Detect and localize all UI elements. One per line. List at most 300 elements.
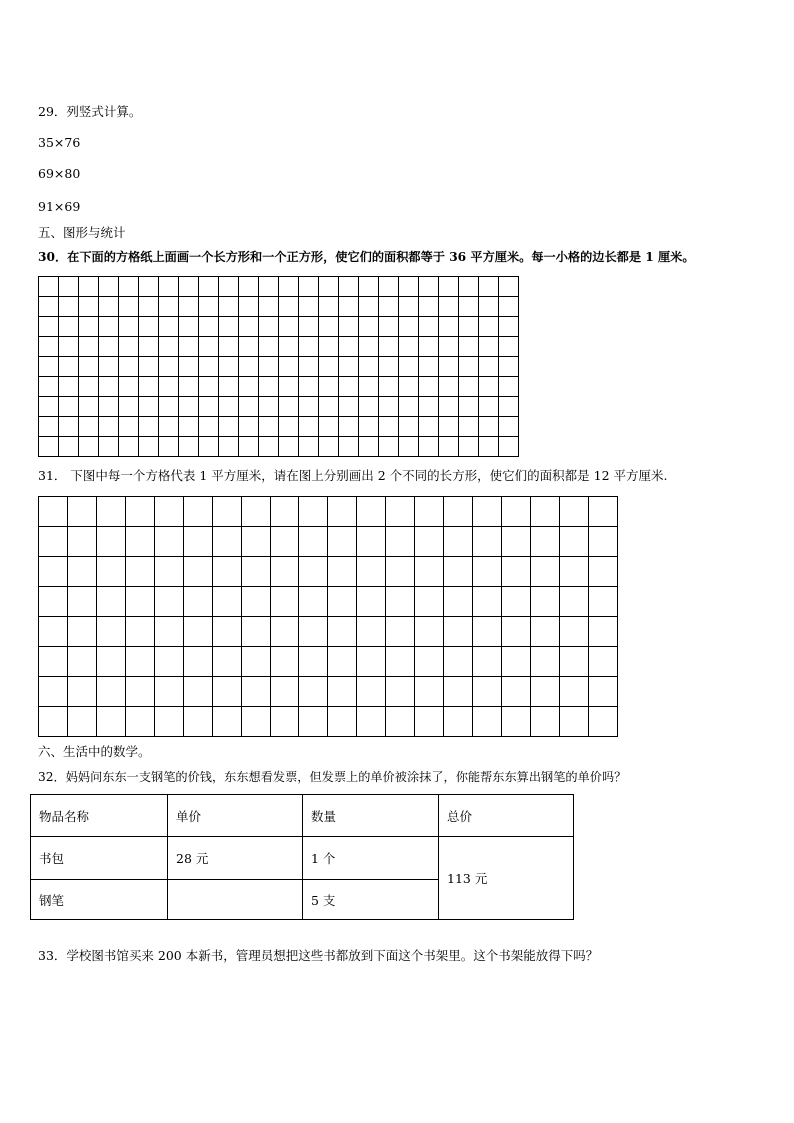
- grid-cell: [530, 587, 559, 617]
- grid-cell: [154, 677, 183, 707]
- grid-cell: [473, 557, 502, 587]
- grid-row: [39, 647, 618, 677]
- grid-cell: [399, 397, 419, 417]
- grid-cell: [183, 497, 212, 527]
- grid-cell: [473, 497, 502, 527]
- grid-cell: [99, 437, 119, 457]
- grid-cell: [79, 377, 99, 397]
- grid-cell: [259, 397, 279, 417]
- grid-cell: [299, 337, 319, 357]
- grid-cell: [239, 397, 259, 417]
- grid-cell: [119, 377, 139, 397]
- grid-cell: [339, 297, 359, 317]
- grid-cell: [439, 337, 459, 357]
- grid-cell: [299, 417, 319, 437]
- grid-cell: [79, 317, 99, 337]
- grid-cell: [159, 297, 179, 317]
- cell-bag-price: 28 元: [168, 837, 303, 880]
- grid-cell: [270, 617, 299, 647]
- grid-cell: [79, 277, 99, 297]
- grid-cell: [239, 377, 259, 397]
- grid-cell: [588, 617, 617, 647]
- grid-cell: [299, 297, 319, 317]
- grid-cell: [212, 587, 241, 617]
- grid-cell: [357, 707, 386, 737]
- grid-row: [39, 397, 519, 417]
- grid-cell: [125, 617, 154, 647]
- grid-cell: [259, 297, 279, 317]
- grid-cell: [419, 397, 439, 417]
- grid-cell: [386, 527, 415, 557]
- grid-row: [39, 357, 519, 377]
- grid-cell: [96, 617, 125, 647]
- grid-cell: [399, 377, 419, 397]
- grid-cell: [419, 437, 439, 457]
- grid-cell: [59, 437, 79, 457]
- grid-row: [39, 437, 519, 457]
- grid-cell: [588, 707, 617, 737]
- grid-cell: [439, 317, 459, 337]
- grid-cell: [139, 397, 159, 417]
- grid-cell: [79, 357, 99, 377]
- grid-row: [39, 617, 618, 647]
- grid-cell: [119, 397, 139, 417]
- grid-cell: [125, 527, 154, 557]
- grid-cell: [419, 277, 439, 297]
- grid-cell: [270, 587, 299, 617]
- grid-cell: [67, 527, 96, 557]
- grid-cell: [154, 617, 183, 647]
- grid-cell: [359, 357, 379, 377]
- grid-cell: [241, 707, 270, 737]
- grid-cell: [439, 377, 459, 397]
- grid-cell: [415, 557, 444, 587]
- q30-text: 30．在下面的方格纸上面画一个长方形和一个正方形，使它们的面积都等于 36 平方厘米。每一小格的边长都是 1 厘米。: [38, 250, 695, 264]
- grid-cell: [499, 277, 519, 297]
- section6-title: 六、生活中的数学。: [38, 744, 151, 759]
- grid-cell: [241, 647, 270, 677]
- grid-cell: [319, 437, 339, 457]
- grid-cell: [39, 557, 68, 587]
- grid-cell: [415, 647, 444, 677]
- grid-cell: [444, 497, 473, 527]
- grid-cell: [219, 357, 239, 377]
- grid-cell: [179, 417, 199, 437]
- grid-cell: [125, 677, 154, 707]
- grid-cell: [219, 317, 239, 337]
- grid-cell: [415, 677, 444, 707]
- grid-cell: [357, 647, 386, 677]
- grid-cell: [79, 297, 99, 317]
- grid-cell: [179, 397, 199, 417]
- grid-cell: [386, 617, 415, 647]
- grid-cell: [39, 647, 68, 677]
- grid-cell: [67, 557, 96, 587]
- grid-cell: [259, 377, 279, 397]
- grid-cell: [559, 647, 588, 677]
- grid-cell: [479, 377, 499, 397]
- grid-cell: [473, 617, 502, 647]
- grid-cell: [67, 587, 96, 617]
- grid-cell: [559, 497, 588, 527]
- grid-cell: [379, 397, 399, 417]
- grid-cell: [96, 587, 125, 617]
- grid-cell: [399, 317, 419, 337]
- grid-cell: [179, 277, 199, 297]
- grid-cell: [339, 317, 359, 337]
- grid-cell: [219, 337, 239, 357]
- grid-cell: [339, 337, 359, 357]
- grid-cell: [379, 317, 399, 337]
- grid-cell: [119, 277, 139, 297]
- grid-cell: [299, 617, 328, 647]
- grid-cell: [139, 357, 159, 377]
- grid-cell: [299, 397, 319, 417]
- grid-cell: [502, 527, 531, 557]
- grid-cell: [279, 297, 299, 317]
- grid-cell: [212, 647, 241, 677]
- grid-cell: [67, 707, 96, 737]
- grid-cell: [473, 707, 502, 737]
- grid-cell: [239, 277, 259, 297]
- grid-cell: [59, 337, 79, 357]
- grid-cell: [359, 417, 379, 437]
- grid-cell: [319, 297, 339, 317]
- grid-cell: [259, 357, 279, 377]
- price-table: [30, 794, 574, 920]
- grid-cell: [319, 277, 339, 297]
- grid-cell: [139, 437, 159, 457]
- grid-cell: [386, 677, 415, 707]
- grid-cell: [359, 437, 379, 457]
- grid-cell: [119, 357, 139, 377]
- grid-cell: [415, 497, 444, 527]
- grid-row: [39, 297, 519, 317]
- grid-cell: [559, 557, 588, 587]
- grid-cell: [219, 277, 239, 297]
- grid-cell: [139, 317, 159, 337]
- grid-cell: [239, 437, 259, 457]
- grid-cell: [67, 497, 96, 527]
- grid-cell: [299, 647, 328, 677]
- grid-cell: [154, 527, 183, 557]
- grid-cell: [279, 397, 299, 417]
- grid-cell: [259, 317, 279, 337]
- grid-cell: [199, 397, 219, 417]
- grid-cell: [199, 417, 219, 437]
- grid-cell: [444, 647, 473, 677]
- grid-cell: [379, 417, 399, 437]
- grid-cell: [479, 437, 499, 457]
- grid-cell: [179, 337, 199, 357]
- grid-cell: [299, 377, 319, 397]
- grid-cell: [419, 417, 439, 437]
- grid-cell: [59, 417, 79, 437]
- grid-cell: [588, 647, 617, 677]
- table-header-row: [31, 795, 574, 837]
- grid-cell: [119, 337, 139, 357]
- grid-cell: [159, 377, 179, 397]
- grid-cell: [125, 647, 154, 677]
- grid-cell: [386, 557, 415, 587]
- grid-cell: [339, 417, 359, 437]
- grid-cell: [199, 357, 219, 377]
- grid-cell: [259, 277, 279, 297]
- grid-cell: [319, 377, 339, 397]
- grid-cell: [279, 357, 299, 377]
- q32-text: 32．妈妈问东东一支钢笔的价钱，东东想看发票，但发票上的单价被涂抹了，你能帮东东算出钢笔的单价吗？: [38, 770, 627, 784]
- grid-cell: [588, 587, 617, 617]
- grid-cell: [444, 587, 473, 617]
- grid-row: [39, 527, 618, 557]
- grid-cell: [386, 497, 415, 527]
- grid-cell: [339, 437, 359, 457]
- grid-cell: [499, 397, 519, 417]
- grid-cell: [479, 417, 499, 437]
- grid-cell: [39, 587, 68, 617]
- grid-cell: [179, 317, 199, 337]
- grid-cell: [239, 357, 259, 377]
- grid-cell: [67, 647, 96, 677]
- grid-cell: [219, 417, 239, 437]
- grid-cell: [279, 377, 299, 397]
- grid-cell: [67, 617, 96, 647]
- grid-cell: [359, 297, 379, 317]
- grid-cell: [328, 707, 357, 737]
- grid-cell: [279, 417, 299, 437]
- grid-cell: [359, 337, 379, 357]
- grid-cell: [502, 587, 531, 617]
- grid-cell: [499, 437, 519, 457]
- grid-cell: [159, 397, 179, 417]
- grid-row: [39, 337, 519, 357]
- grid-cell: [502, 617, 531, 647]
- grid-cell: [379, 437, 399, 457]
- grid-cell: [154, 587, 183, 617]
- grid-cell: [415, 587, 444, 617]
- grid-cell: [219, 437, 239, 457]
- grid-cell: [339, 277, 359, 297]
- grid-cell: [139, 277, 159, 297]
- grid-cell: [319, 357, 339, 377]
- grid-cell: [473, 677, 502, 707]
- grid-cell: [499, 317, 519, 337]
- cell-total: 113 元: [439, 837, 574, 920]
- grid-cell: [319, 337, 339, 357]
- grid-cell: [328, 557, 357, 587]
- grid-cell: [399, 297, 419, 317]
- q31-text: 31． 下图中每一个方格代表 1 平方厘米，请在图上分别画出 2 个不同的长方形，使它们的面积都是 12 平方厘米.: [38, 468, 668, 483]
- grid-cell: [502, 677, 531, 707]
- grid-cell: [154, 557, 183, 587]
- grid-row: [39, 677, 618, 707]
- grid-cell: [39, 677, 68, 707]
- grid-cell: [419, 317, 439, 337]
- grid-cell: [183, 587, 212, 617]
- grid-cell: [339, 357, 359, 377]
- grid-cell: [459, 297, 479, 317]
- grid-cell: [357, 587, 386, 617]
- grid-cell: [339, 377, 359, 397]
- grid-cell: [270, 677, 299, 707]
- grid-cell: [139, 297, 159, 317]
- grid-cell: [530, 527, 559, 557]
- grid-cell: [179, 357, 199, 377]
- grid-cell: [219, 397, 239, 417]
- grid-cell: [459, 417, 479, 437]
- grid-cell: [96, 647, 125, 677]
- grid-cell: [499, 357, 519, 377]
- grid-cell: [559, 617, 588, 647]
- grid-cell: [459, 337, 479, 357]
- grid-cell: [359, 277, 379, 297]
- grid-cell: [444, 677, 473, 707]
- q29-item-2: 69×80: [38, 166, 81, 181]
- grid-cell: [399, 277, 419, 297]
- grid-cell: [299, 557, 328, 587]
- grid-cell: [299, 317, 319, 337]
- grid-cell: [479, 317, 499, 337]
- grid-cell: [479, 337, 499, 357]
- grid-cell: [499, 337, 519, 357]
- grid-cell: [67, 677, 96, 707]
- grid-cell: [459, 277, 479, 297]
- grid-cell: [386, 587, 415, 617]
- grid-cell: [559, 707, 588, 737]
- grid-cell: [357, 497, 386, 527]
- grid-cell: [99, 397, 119, 417]
- grid-cell: [119, 317, 139, 337]
- grid-cell: [239, 317, 259, 337]
- grid-cell: [212, 707, 241, 737]
- grid-cell: [39, 297, 59, 317]
- grid-cell: [459, 397, 479, 417]
- grid-cell: [530, 617, 559, 647]
- grid-cell: [328, 587, 357, 617]
- grid-cell: [479, 297, 499, 317]
- grid-cell: [588, 497, 617, 527]
- grid-cell: [339, 397, 359, 417]
- grid-cell: [239, 337, 259, 357]
- grid-cell: [159, 277, 179, 297]
- grid-row: [39, 497, 618, 527]
- grid-cell: [183, 527, 212, 557]
- grid-cell: [159, 417, 179, 437]
- grid-cell: [96, 707, 125, 737]
- grid-cell: [299, 357, 319, 377]
- grid-cell: [59, 277, 79, 297]
- grid-cell: [319, 397, 339, 417]
- grid-cell: [357, 557, 386, 587]
- grid-cell: [183, 557, 212, 587]
- grid-cell: [444, 527, 473, 557]
- grid-cell: [139, 337, 159, 357]
- grid-cell: [39, 617, 68, 647]
- grid-cell: [39, 437, 59, 457]
- q29-item-3: 91×69: [38, 199, 81, 214]
- grid-cell: [99, 357, 119, 377]
- grid-cell: [239, 417, 259, 437]
- grid-cell: [39, 527, 68, 557]
- q33-text: 33．学校图书馆买来 200 本新书，管理员想把这些书都放到下面这个书架里。这个书架能放得下吗？: [38, 948, 599, 963]
- grid-cell: [444, 617, 473, 647]
- grid-cell: [125, 497, 154, 527]
- grid-cell: [241, 617, 270, 647]
- grid-cell: [179, 377, 199, 397]
- grid-cell: [125, 707, 154, 737]
- grid-cell: [439, 437, 459, 457]
- grid-cell: [99, 337, 119, 357]
- grid-cell: [473, 647, 502, 677]
- grid-cell: [459, 317, 479, 337]
- grid-row: [39, 277, 519, 297]
- grid-cell: [499, 297, 519, 317]
- q29-title: 29．列竖式计算。: [38, 104, 142, 119]
- grid-cell: [154, 707, 183, 737]
- grid-cell: [299, 277, 319, 297]
- grid-cell: [328, 527, 357, 557]
- grid-cell: [279, 437, 299, 457]
- grid-cell: [279, 277, 299, 297]
- grid-row: [39, 557, 618, 587]
- grid-cell: [241, 497, 270, 527]
- grid-cell: [96, 677, 125, 707]
- grid-row: [39, 587, 618, 617]
- grid-cell: [99, 317, 119, 337]
- grid-cell: [119, 437, 139, 457]
- grid-cell: [241, 527, 270, 557]
- grid-cell: [139, 417, 159, 437]
- grid-cell: [357, 527, 386, 557]
- header-unit-price: 单价: [168, 795, 303, 837]
- grid-cell: [183, 617, 212, 647]
- grid-cell: [199, 377, 219, 397]
- grid-cell: [502, 497, 531, 527]
- grid-cell: [96, 527, 125, 557]
- grid-cell: [399, 337, 419, 357]
- table-row: [31, 837, 574, 880]
- grid-cell: [199, 337, 219, 357]
- grid-cell: [386, 707, 415, 737]
- grid-cell: [39, 397, 59, 417]
- grid-cell: [270, 647, 299, 677]
- grid-cell: [299, 497, 328, 527]
- grid-cell: [59, 397, 79, 417]
- grid-cell: [530, 557, 559, 587]
- grid-cell: [530, 497, 559, 527]
- grid-cell: [530, 677, 559, 707]
- grid-cell: [259, 337, 279, 357]
- grid-cell: [459, 377, 479, 397]
- grid-cell: [39, 497, 68, 527]
- grid-cell: [39, 317, 59, 337]
- grid-cell: [379, 277, 399, 297]
- grid-cell: [39, 277, 59, 297]
- grid-cell: [183, 647, 212, 677]
- grid-cell: [399, 417, 419, 437]
- grid-cell: [473, 587, 502, 617]
- grid-cell: [279, 317, 299, 337]
- grid-cell: [79, 397, 99, 417]
- grid-cell: [39, 357, 59, 377]
- grid-cell: [125, 587, 154, 617]
- grid-cell: [439, 297, 459, 317]
- grid-cell: [79, 337, 99, 357]
- grid-cell: [359, 377, 379, 397]
- grid-cell: [588, 557, 617, 587]
- grid-cell: [399, 357, 419, 377]
- cell-pen-price: [168, 880, 303, 920]
